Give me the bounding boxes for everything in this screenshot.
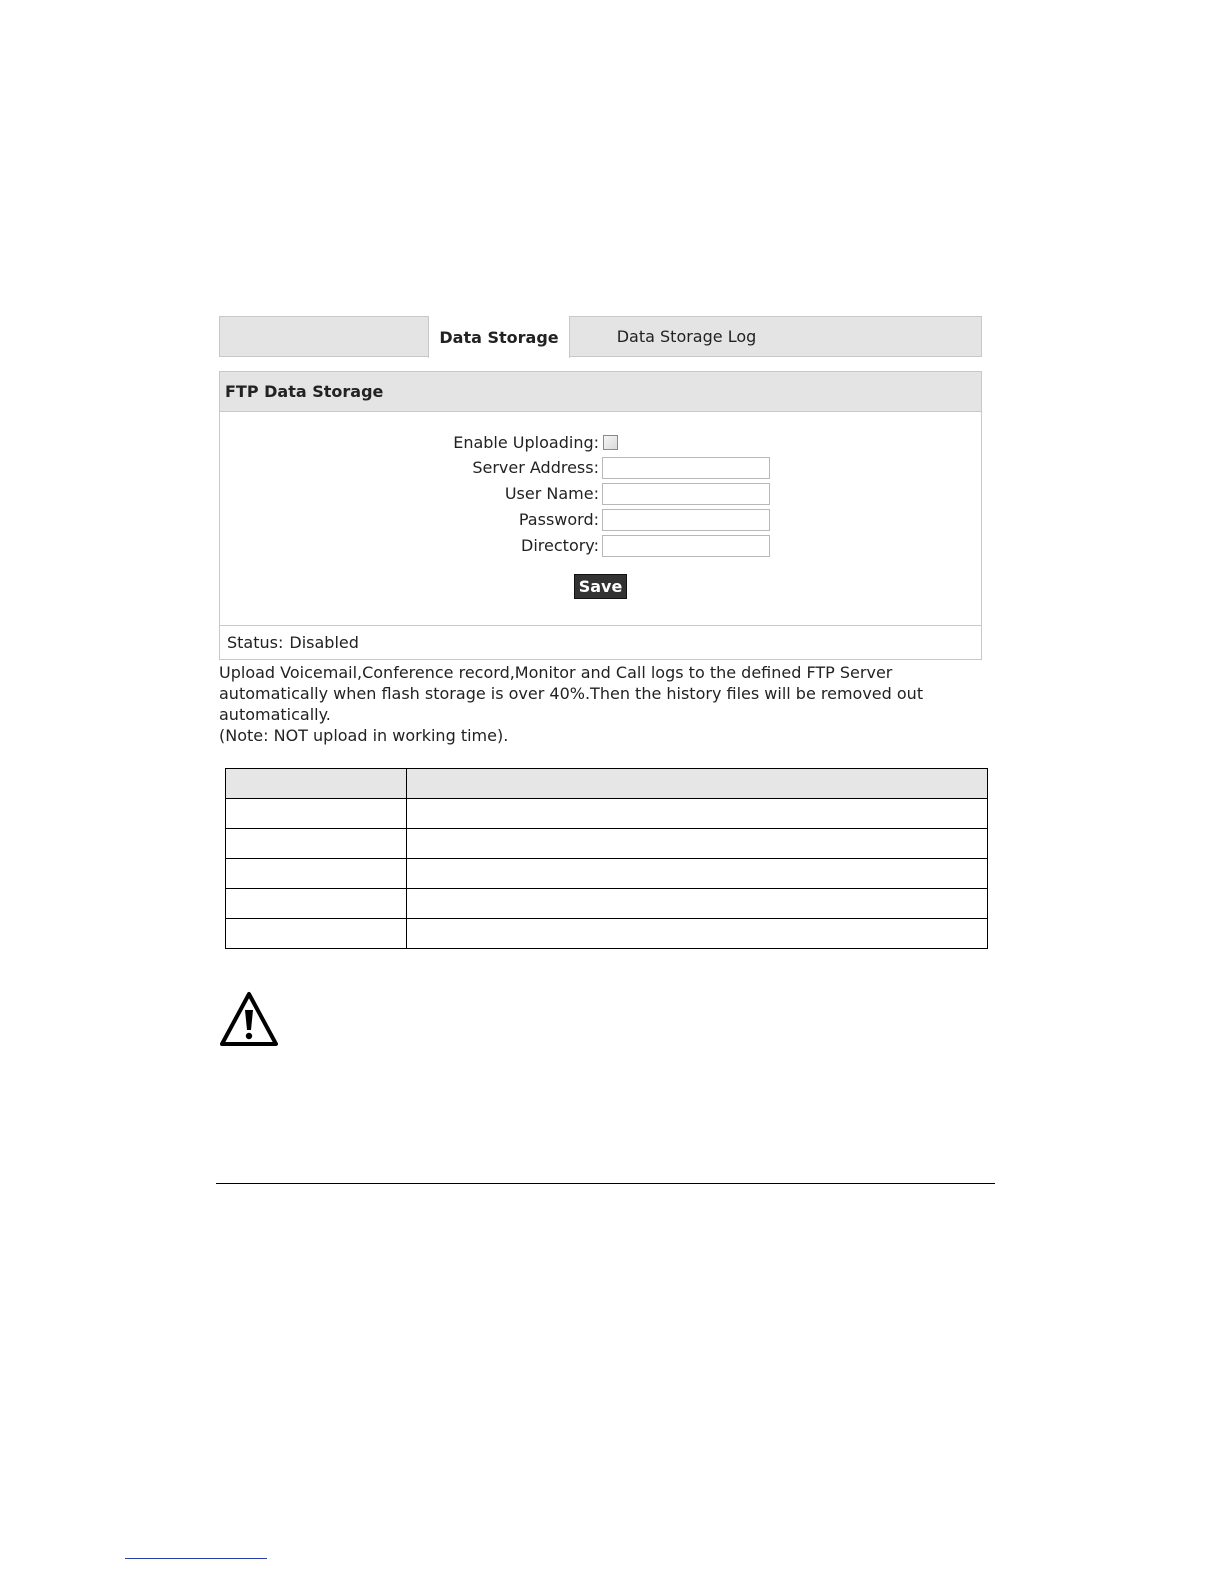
footer-link-underline bbox=[125, 1558, 267, 1559]
description-line: Upload Voicemail,Conference record,Monitor and Call logs to the defined FTP Server bbox=[219, 663, 893, 682]
table-cell bbox=[226, 859, 407, 889]
user-name-input[interactable] bbox=[602, 483, 770, 505]
directory-label: Directory: bbox=[521, 536, 599, 555]
enable-uploading-checkbox[interactable] bbox=[603, 435, 618, 450]
user-name-row bbox=[220, 482, 983, 506]
tab-data-storage-log[interactable]: Data Storage Log bbox=[616, 327, 757, 346]
table-header-row bbox=[226, 769, 988, 799]
table-cell bbox=[226, 799, 407, 829]
server-address-input[interactable] bbox=[602, 457, 770, 479]
table-row bbox=[226, 799, 988, 829]
table-row bbox=[226, 919, 988, 949]
server-address-label: Server Address: bbox=[472, 458, 599, 477]
table-cell bbox=[407, 889, 988, 919]
enable-uploading-label: Enable Uploading: bbox=[453, 433, 599, 452]
status-bar bbox=[220, 625, 981, 659]
password-row bbox=[220, 508, 983, 532]
table-cell bbox=[407, 919, 988, 949]
table-row bbox=[226, 889, 988, 919]
table-cell bbox=[407, 829, 988, 859]
password-input[interactable] bbox=[602, 509, 770, 531]
horizontal-rule bbox=[216, 1183, 995, 1184]
tab-bar bbox=[219, 316, 982, 357]
description-line: automatically. bbox=[219, 705, 331, 724]
parameter-table bbox=[225, 768, 988, 949]
description-line: automatically when flash storage is over 40%.Then the history files will be removed out bbox=[219, 684, 924, 703]
status-label: Status: bbox=[227, 633, 284, 652]
directory-row bbox=[220, 534, 983, 558]
save-button[interactable]: Save bbox=[574, 574, 627, 599]
directory-input[interactable] bbox=[602, 535, 770, 557]
enable-uploading-row bbox=[220, 431, 983, 455]
table-header-cell bbox=[407, 769, 988, 799]
table-cell bbox=[407, 799, 988, 829]
password-label: Password: bbox=[518, 510, 599, 529]
table-header-cell bbox=[226, 769, 407, 799]
status-value: Disabled bbox=[289, 633, 359, 652]
table-row bbox=[226, 829, 988, 859]
tab-data-storage[interactable]: Data Storage bbox=[428, 316, 570, 358]
user-name-label: User Name: bbox=[504, 484, 599, 503]
description-note: (Note: NOT upload in working time). bbox=[219, 726, 509, 745]
description-text bbox=[219, 662, 989, 746]
table-row bbox=[226, 859, 988, 889]
table-cell bbox=[226, 889, 407, 919]
table-cell bbox=[226, 919, 407, 949]
ftp-data-storage-panel bbox=[219, 371, 982, 660]
table-cell bbox=[226, 829, 407, 859]
table-cell bbox=[407, 859, 988, 889]
server-address-row bbox=[220, 456, 983, 480]
warning-triangle-icon bbox=[218, 990, 280, 1048]
panel-title: FTP Data Storage bbox=[220, 372, 981, 412]
